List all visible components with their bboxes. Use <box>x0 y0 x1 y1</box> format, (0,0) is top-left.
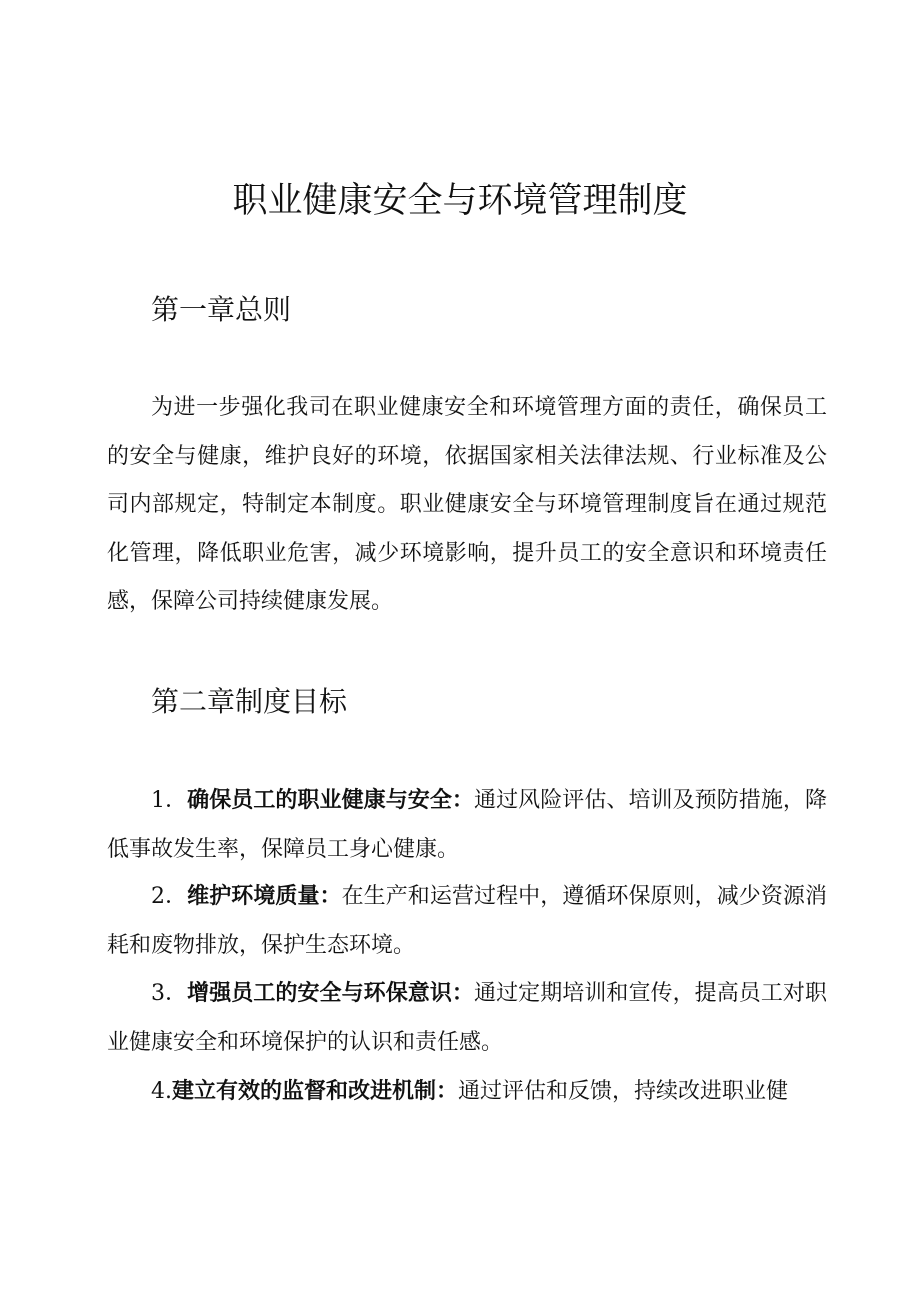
goal-item <box>107 1068 827 1117</box>
goal-heading: 建立有效的监督和改进机制： <box>172 1079 459 1104</box>
goal-item <box>107 777 827 874</box>
goal-body: 通过评估和反馈，持续改进职业健 <box>458 1079 789 1104</box>
goal-heading: 确保员工的职业健康与安全： <box>187 788 474 813</box>
goal-body: 在生产和运营过程中，遵循环保原则，减少资源消耗和废物排放，保护生态环境。 <box>107 884 827 958</box>
goal-number: 3． <box>151 981 188 1006</box>
goal-heading: 增强员工的安全与环保意识： <box>187 981 474 1006</box>
goal-body: 通过定期培训和宣传，提高员工对职业健康安全和环境保护的认识和责任感。 <box>107 981 827 1055</box>
goal-number: 4. <box>151 1079 172 1104</box>
goal-heading: 维护环境质量： <box>187 884 342 909</box>
chapter-1-heading: 第一章总则 <box>151 293 292 326</box>
chapter-2-heading: 第二章制度目标 <box>151 685 348 718</box>
goal-body: 通过风险评估、培训及预防措施，降低事故发生率，保障员工身心健康。 <box>107 788 827 862</box>
document-title: 职业健康安全与环境管理制度 <box>232 181 688 221</box>
goal-number: 2． <box>151 884 188 909</box>
goal-number: 1． <box>151 788 188 813</box>
chapter-1-paragraph: 为进一步强化我司在职业健康安全和环境管理方面的责任，确保员工的安全与健康，维护良好的环境，依据国家相关法律法规、行业标准及公司内部规定，特制定本制度。职业健康安全与环境管理制度旨在通过规范化管理，降低职业危害，减少环境影响，提升员工的安全意识和环境责任感，保障公司持续健康发展。 <box>107 395 827 614</box>
goal-item <box>107 873 827 970</box>
goal-item <box>107 970 827 1067</box>
